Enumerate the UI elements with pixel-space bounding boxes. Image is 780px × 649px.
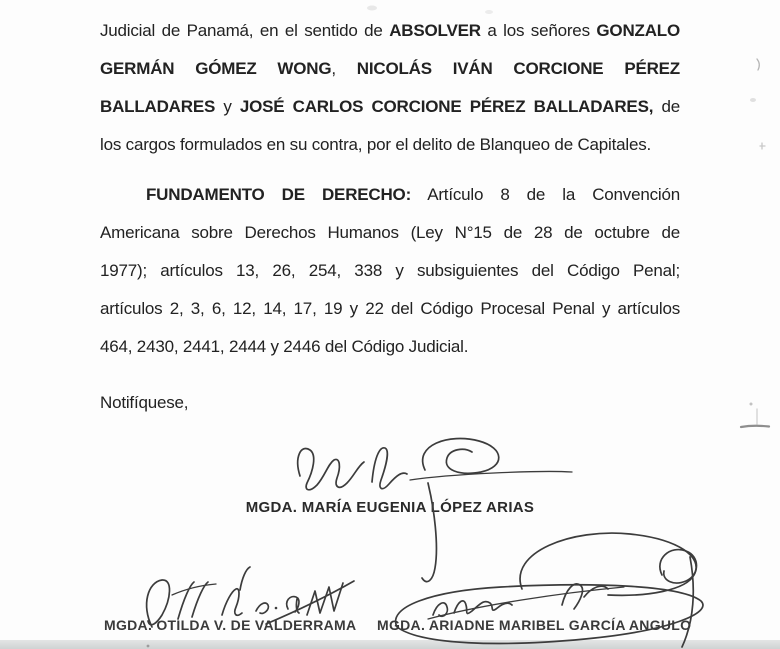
text-line <box>100 252 680 290</box>
text-run: Artículo 8 de la Convención <box>411 185 680 204</box>
text-run: NICOLÁS IVÁN CORCIONE PÉREZ <box>356 59 680 78</box>
text-run: artículos 2, 3, 6, 12, 14, 17, 19 y 22 del Código Procesal Penal y artículos <box>100 299 680 318</box>
text-run: GONZALO <box>596 21 680 40</box>
signature-label-otilda-v-de-valderrama: MGDA. OTILDA V. DE VALDERRAMA <box>104 617 357 633</box>
text-run: a los señores <box>480 21 597 40</box>
signature-label-maria-eugenia-lopez-arias: MGDA. MARÍA EUGENIA LÓPEZ ARIAS <box>245 499 535 516</box>
text-line <box>100 88 680 126</box>
text-run: y <box>215 97 240 116</box>
text-run: los cargos formulados en su contra, por el delito de Blanqueo de Capitales. <box>100 135 652 154</box>
text-run: 464, 2430, 2441, 2444 y 2446 del Código Judicial. <box>100 337 469 356</box>
document-lines <box>100 12 680 422</box>
text-line <box>100 214 680 252</box>
text-run: GERMÁN GÓMEZ WONG <box>100 59 332 78</box>
text-run: BALLADARES <box>100 97 216 116</box>
text-run: 1977); artículos 13, 26, 254, 338 y subsiguientes del Código Penal; <box>100 261 680 280</box>
text-line <box>100 384 680 422</box>
text-line <box>100 176 680 214</box>
text-line <box>100 290 680 328</box>
text-run: , <box>331 59 357 78</box>
text-run: Judicial de Panamá, en el sentido de <box>100 21 390 40</box>
text-line <box>100 328 680 366</box>
text-run: FUNDAMENTO DE DERECHO: <box>146 185 412 204</box>
text-line <box>100 12 680 50</box>
text-run: Notifíquese, <box>100 393 189 412</box>
text-line <box>100 50 680 88</box>
scan-edge-band <box>0 640 780 649</box>
text-run: de <box>653 97 680 116</box>
text-run: Americana sobre Derechos Humanos (Ley N°15 de 28 de octubre de <box>100 223 680 242</box>
text-line <box>100 126 680 164</box>
text-run: JOSÉ CARLOS CORCIONE PÉREZ BALLADARES, <box>239 97 654 116</box>
text-run: ABSOLVER <box>389 21 481 40</box>
signature-label-ariadne-maribel-garcia-angulo: MGDA. ARIADNE MARIBEL GARCÍA ANGULO <box>377 617 692 633</box>
